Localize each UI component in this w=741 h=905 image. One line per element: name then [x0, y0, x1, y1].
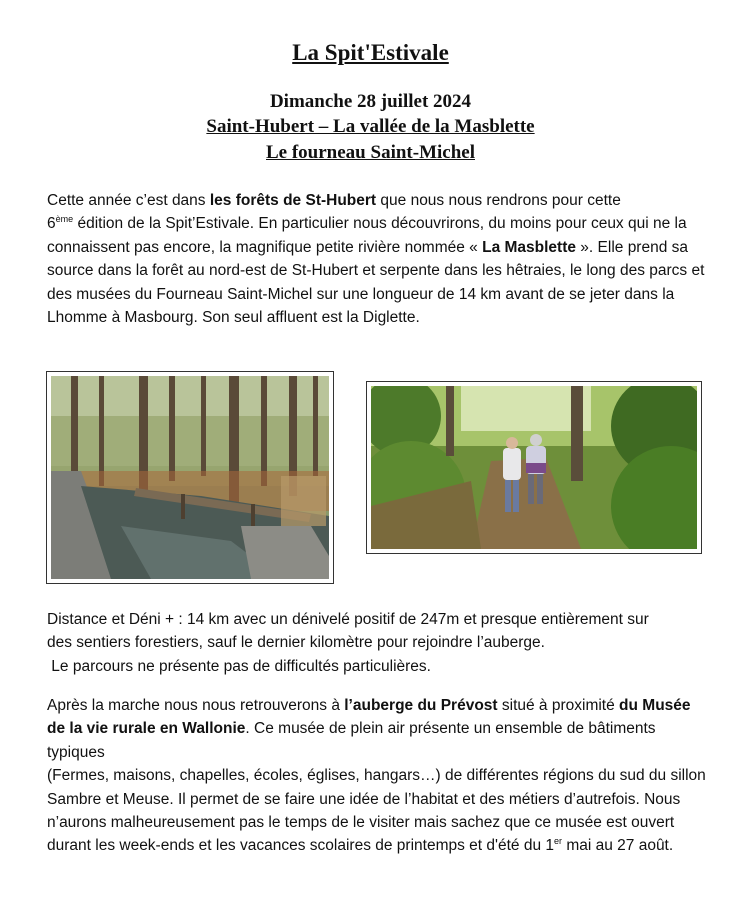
- event-venue: Le fourneau Saint-Michel: [266, 142, 475, 163]
- forest-footbridge-photo-icon: [51, 376, 329, 579]
- inn-highlight: l’auberge du Prévost: [344, 697, 498, 714]
- distance-line-1: Distance et Déni + : 14 km avec un dénivelé positif de 247m et presque entièrement sur: [47, 611, 649, 628]
- forest-highlight: les forêts de St-Hubert: [209, 192, 377, 209]
- distance-line-3: Le parcours ne présente pas de difficultés particulières.: [47, 657, 431, 675]
- footbridge-photo: [46, 371, 334, 584]
- distance-paragraph: [47, 608, 707, 678]
- page-title: La Spit'Estivale: [292, 40, 449, 65]
- museum-highlight: du Musée de la vie rurale en Wallonie: [47, 697, 691, 738]
- river-highlight: La Masblette: [482, 238, 576, 256]
- after-walk-paragraph: Après la marche nous nous retrouverons à l’auberge du Prévost situé à proximité du Musée de la vie rurale en Wallonie. Ce musée de plein air présente un ensemble de bâtiments typiques (Fermes, maisons, chapelles, écoles, églises, hangars…) de différentes régions du sud du sillon Sambre et Meuse. Il permet de se faire une idée de l’habitat et des métiers d’autrefois. Nous n’aurons malheureusement pas le temps de le visiter mais sachez que ce musée est ouvert durant les week-ends et les vacances scolaires de printemps et d'été du 1er mai au 27 août.: [47, 697, 706, 855]
- intro-paragraph: Cette année c’est dans les forêts de St-Hubert que nous nous rendrons pour cette 6ème édition de la Spit’Estivale. En particulier nous découvrirons, du moins pour ceux qui ne la connaissent pas encore, la magnifique petite rivière nommée « La Masblette ». Elle prend sa source dans la forêt au nord-est de St-Hubert et serpente dans les hêtraies, le long des parcs et des musées du Fourneau Saint-Michel sur une longueur de 14 km avant de se jeter dans la Lhomme à Masbourg. Son seul affluent est la Diglette.: [47, 192, 705, 327]
- event-location: Saint-Hubert – La vallée de la Masblette: [206, 116, 535, 137]
- forest-path-walkers-photo-icon: [371, 386, 697, 549]
- event-date: Dimanche 28 juillet 2024: [269, 91, 472, 112]
- distance-line-2: des sentiers forestiers, sauf le dernier kilomètre pour rejoindre l’auberge.: [47, 634, 545, 652]
- walkers-photo: [366, 381, 702, 554]
